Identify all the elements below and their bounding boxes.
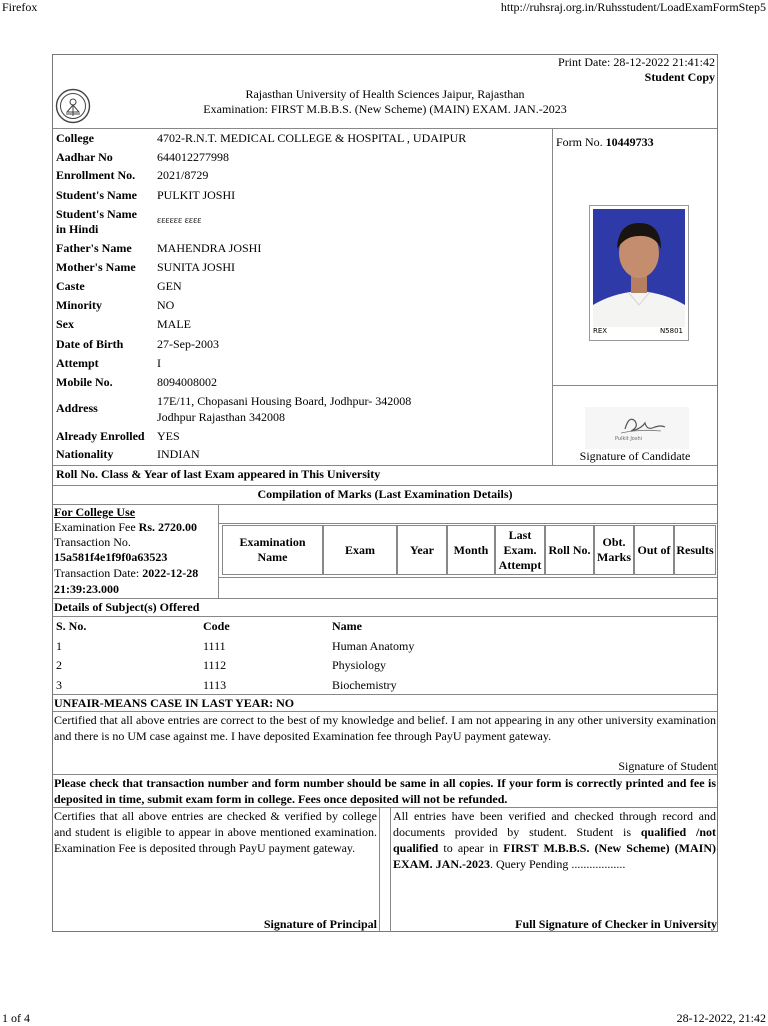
- college-value: 4702-R.N.T. MEDICAL COLLEGE & HOSPITAL , UDAIPUR: [157, 131, 467, 145]
- mother-label: Mother's Name: [56, 260, 136, 274]
- subjects-header-name: Name: [332, 619, 362, 633]
- subjects-title: Details of Subject(s) Offered: [54, 600, 200, 614]
- subjects-header-code: Code: [203, 619, 230, 633]
- student-name-value: PULKIT JOSHI: [157, 188, 236, 202]
- minority-value: NO: [157, 298, 175, 312]
- student-photo: [589, 205, 689, 341]
- college-label: College: [56, 131, 94, 145]
- address-line-2: Jodhpur Rajasthan 342008: [157, 410, 285, 424]
- fee-value: Rs. 2720.00: [138, 520, 197, 534]
- col-obt-marks: Obt. Marks: [594, 525, 634, 575]
- mobile-label: Mobile No.: [56, 375, 113, 389]
- dob-label: Date of Birth: [56, 337, 124, 351]
- checker-certificate: All entries have been verified and checked through record and documents provided by student. Student is qualified /not qualified to apear in FIRST M.B.B.S. (New Scheme) (MAIN) EXAM. JAN.-2023. Query Pending ..................: [393, 809, 717, 871]
- unfair-means: UNFAIR-MEANS CASE IN LAST YEAR: NO: [54, 696, 295, 710]
- txn-date-value: 2022-12-28: [142, 566, 199, 580]
- txn-value: 15a581f4e1f9f0a63523: [54, 550, 168, 564]
- form-number: [556, 135, 654, 150]
- marks-title: Compilation of Marks (Last Examination Details): [257, 487, 513, 501]
- nationality-value: INDIAN: [157, 447, 200, 461]
- already-enrolled-value: YES: [157, 429, 180, 443]
- page-count: 1 of 4: [2, 1011, 30, 1025]
- principal-signature-caption: Signature of Principal: [263, 917, 377, 931]
- last-exam-roll-label: Roll No. Class & Year of last Exam appeared in This University: [56, 467, 381, 481]
- aadhar-value: 644012277998: [157, 150, 229, 164]
- father-label: Father's Name: [56, 241, 132, 255]
- photo-caption-right: N5801: [659, 327, 683, 335]
- txn-date-line: [54, 566, 198, 581]
- exam-form: Print Date: 28-12-2022 21:41:42 Student Copy Rajasthan University of Health Sciences Jaipur, Rajasthan Examination: FIRST M.B.B.S. (New Scheme) (MAIN) EXAM. JAN.-2023 Form No. 10449733 REX N5801 Pulkit Joshi Signature of Candidate College 4702-R.N.T. MEDICAL COLLEGE & HOSPITAL , UDAIPUR Aadhar No 644012277998 Enrollment No. 2021/8729 Student's Name PULKIT JOSHI Student's Name in Hindi ɛɛɛɛɛɛ ɛɛɛɛ Father's Name MAHENDRA JOSHI Mother's Name SUNITA JOSHI Caste GEN Minority NO Sex MALE Date of Birth 27-Sep-2003 Attempt I Mobile No. 8094008002 Address 17E/11, Chopasani Housing Board, Jodhpur- 342008 Jodhpur Rajasthan 342008 Already Enrolled YES Nationality INDIAN Roll No. Class & Year of last Exam appeared in This University Compilation of Marks (Last Examination Details) For College Use Examination Fee Rs. 2720.00 Transaction No. 15a581f4e1f9f0a63523 Transaction Date: 2022-12-28 21:39:23.000 Examination Name Exam Year Month Last Exam. Attempt Roll No. Obt. Marks Out of Results Details of Subject(s) Offered S. No. Code Name 1 1111 Human Anatomy 2 1112 Physiology 3 1113 Biochemistry UNFAIR-MEANS CASE IN LAST YEAR: NO Certified that all above entries are correct to the best of my knowledge and belief. I am not appearing in any other university examination and there is no UM case against me. I have deposited Examination fee through PayU payment gateway. Signature of Student Please check that transaction number and form number should be same in all copies. If your form is correctly printed and fee is deposited in time, submit exam form in college. Fees once deposited will not be refunded. Certifies that all above entries are checked & verified by college and student is eligible to appear in above mentioned examination. Examination Fee is deposited through PayU payment gateway. Signature of Principal All entries have been verified and checked through record and documents provided by student. Student is qualified /not qualified to apear in FIRST M.B.B.S. (New Scheme) (MAIN) EXAM. JAN.-2023. Query Pending .................. Full Signature of Checker in University: [54, 55, 717, 931]
- caste-value: GEN: [157, 279, 182, 293]
- page-url: http://ruhsraj.org.in/Ruhsstudent/LoadExamFormStep5: [500, 0, 766, 14]
- mother-value: SUNITA JOSHI: [157, 260, 236, 274]
- col-month: Month: [447, 525, 495, 575]
- minority-label: Minority: [56, 298, 102, 312]
- principal-certificate: Certifies that all above entries are checked & verified by college and student is eligible to appear in above mentioned examination. Examination Fee is deposited through PayU payment gateway.: [54, 809, 377, 855]
- hindi-name-label-1: Student's Name: [56, 207, 138, 221]
- fee-line: [54, 520, 197, 535]
- col-out-of: Out of: [634, 525, 674, 575]
- enrollment-label: Enrollment No.: [56, 168, 136, 182]
- already-enrolled-label: Already Enrolled: [56, 429, 145, 443]
- college-use-title: For College Use: [54, 505, 136, 519]
- col-exam-name: Examination Name: [222, 525, 323, 575]
- mobile-value: 8094008002: [157, 375, 217, 389]
- txn-time-value: 21:39:23.000: [54, 582, 119, 596]
- sex-value: MALE: [157, 317, 191, 331]
- dob-value: 27-Sep-2003: [157, 337, 219, 351]
- fee-warning: Please check that transaction number and form number should be same in all copies. If your form is correctly printed and fee is deposited in time, submit exam form in college. Fees once deposited will not be refunded.: [54, 776, 716, 806]
- sex-label: Sex: [56, 317, 74, 331]
- txn-date-label: Transaction Date:: [54, 566, 140, 580]
- hindi-name-value: ɛɛɛɛɛɛ ɛɛɛɛ: [157, 215, 202, 226]
- candidate-signature-image: [585, 407, 689, 449]
- form-number-label: Form No.: [556, 135, 603, 149]
- enrollment-value: 2021/8729: [157, 168, 209, 182]
- col-exam: Exam: [323, 525, 397, 575]
- col-roll-no: Roll No.: [545, 525, 594, 575]
- txn-label: Transaction No.: [54, 535, 131, 549]
- university-name: Rajasthan University of Health Sciences Jaipur, Rajasthan: [245, 87, 525, 101]
- student-certificate: Certified that all above entries are correct to the best of my knowledge and belief. I am not appearing in any other university examination and there is no UM case against me. I have deposited Examination fee through PayU payment gateway.: [54, 713, 716, 743]
- col-year: Year: [397, 525, 447, 575]
- examination-title: Examination: FIRST M.B.B.S. (New Scheme) (MAIN) EXAM. JAN.-2023: [203, 102, 567, 116]
- subjects-header-sno: S. No.: [56, 619, 87, 633]
- col-results: Results: [674, 525, 716, 575]
- browser-name: Firefox: [2, 0, 38, 14]
- fee-label: Examination Fee: [54, 520, 136, 534]
- caste-label: Caste: [56, 279, 85, 293]
- address-line-1: 17E/11, Chopasani Housing Board, Jodhpur- 342008: [157, 394, 412, 408]
- print-timestamp: 28-12-2022, 21:42: [676, 1011, 766, 1025]
- print-date: Print Date: 28-12-2022 21:41:42: [558, 55, 715, 69]
- form-number-value: 10449733: [605, 135, 654, 149]
- student-signature-caption: Signature of Student: [618, 759, 717, 773]
- address-label: Address: [56, 401, 98, 415]
- col-last-attempt: Last Exam. Attempt: [495, 525, 545, 575]
- signature-scribble-text: Pulkit Joshi: [615, 436, 643, 442]
- nationality-label: Nationality: [56, 447, 114, 461]
- hindi-name-label-2: in Hindi: [56, 222, 99, 236]
- signature-caption: Signature of Candidate: [579, 449, 691, 463]
- attempt-label: Attempt: [56, 356, 99, 370]
- aadhar-label: Aadhar No: [56, 150, 113, 164]
- student-name-label: Student's Name: [56, 188, 138, 202]
- checker-signature-caption: Full Signature of Checker in University: [515, 917, 717, 931]
- attempt-value: I: [157, 356, 161, 370]
- father-value: MAHENDRA JOSHI: [157, 241, 262, 255]
- copy-type: Student Copy: [644, 70, 715, 84]
- photo-caption-left: REX: [593, 327, 608, 335]
